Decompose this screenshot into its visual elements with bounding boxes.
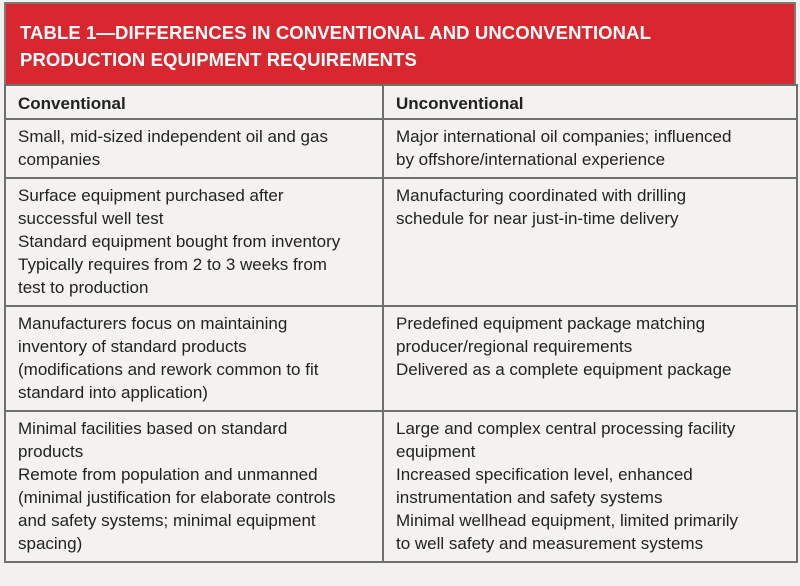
cell-line: products — [18, 442, 84, 461]
cell-line: Large and complex central processing facility — [396, 419, 736, 438]
cell-line: Remote from population and unmanned — [18, 465, 318, 484]
cell-line: by offshore/international experience — [396, 150, 666, 169]
table-row — [5, 178, 797, 306]
cell-line: to well safety and measurement systems — [396, 534, 704, 553]
table-row — [5, 306, 797, 411]
cell-line: successful well test — [18, 209, 164, 228]
cell-unconventional — [383, 411, 797, 562]
cell-conventional — [5, 411, 383, 562]
cell-line: Surface equipment purchased after — [18, 186, 284, 205]
cell-line: Manufacturers focus on maintaining — [18, 314, 288, 333]
comparison-table — [4, 84, 798, 563]
cell-line: spacing) — [18, 534, 83, 553]
header-conventional: Conventional — [5, 85, 383, 119]
cell-line: (minimal justification for elaborate controls — [18, 488, 336, 507]
table-header-row — [5, 85, 797, 119]
cell-line: companies — [18, 150, 101, 169]
cell-line: Major international oil companies; influenced — [396, 127, 732, 146]
cell-line: Manufacturing coordinated with drilling — [396, 186, 687, 205]
cell-line: Small, mid-sized independent oil and gas — [18, 127, 328, 146]
cell-line: Predefined equipment package matching — [396, 314, 706, 333]
cell-line: instrumentation and safety systems — [396, 488, 663, 507]
cell-line: equipment — [396, 442, 476, 461]
cell-line: Delivered as a complete equipment package — [396, 360, 732, 379]
cell-line: Standard equipment bought from inventory — [18, 232, 341, 251]
cell-line: and safety systems; minimal equipment — [18, 511, 316, 530]
table-row — [5, 411, 797, 562]
cell-line: Minimal facilities based on standard — [18, 419, 288, 438]
cell-line: Minimal wellhead equipment, limited primarily — [396, 511, 739, 530]
table-row — [5, 119, 797, 178]
table-title-line-2: PRODUCTION EQUIPMENT REQUIREMENTS — [20, 49, 417, 70]
cell-conventional — [5, 119, 383, 178]
cell-line: producer/regional requirements — [396, 337, 633, 356]
cell-line: (modifications and rework common to fit — [18, 360, 319, 379]
cell-line: inventory of standard products — [18, 337, 247, 356]
table-title — [4, 2, 796, 84]
cell-line: Increased specification level, enhanced — [396, 465, 693, 484]
cell-line: test to production — [18, 278, 149, 297]
cell-unconventional — [383, 119, 797, 178]
cell-unconventional — [383, 306, 797, 411]
cell-unconventional — [383, 178, 797, 306]
cell-line: Typically requires from 2 to 3 weeks from — [18, 255, 327, 274]
cell-line: standard into application) — [18, 383, 208, 402]
table-container — [4, 2, 796, 563]
cell-conventional — [5, 178, 383, 306]
header-unconventional: Unconventional — [383, 85, 797, 119]
table-title-line-1: TABLE 1—DIFFERENCES IN CONVENTIONAL AND UNCONVENTIONAL — [20, 22, 651, 43]
cell-conventional — [5, 306, 383, 411]
cell-line: schedule for near just-in-time delivery — [396, 209, 679, 228]
